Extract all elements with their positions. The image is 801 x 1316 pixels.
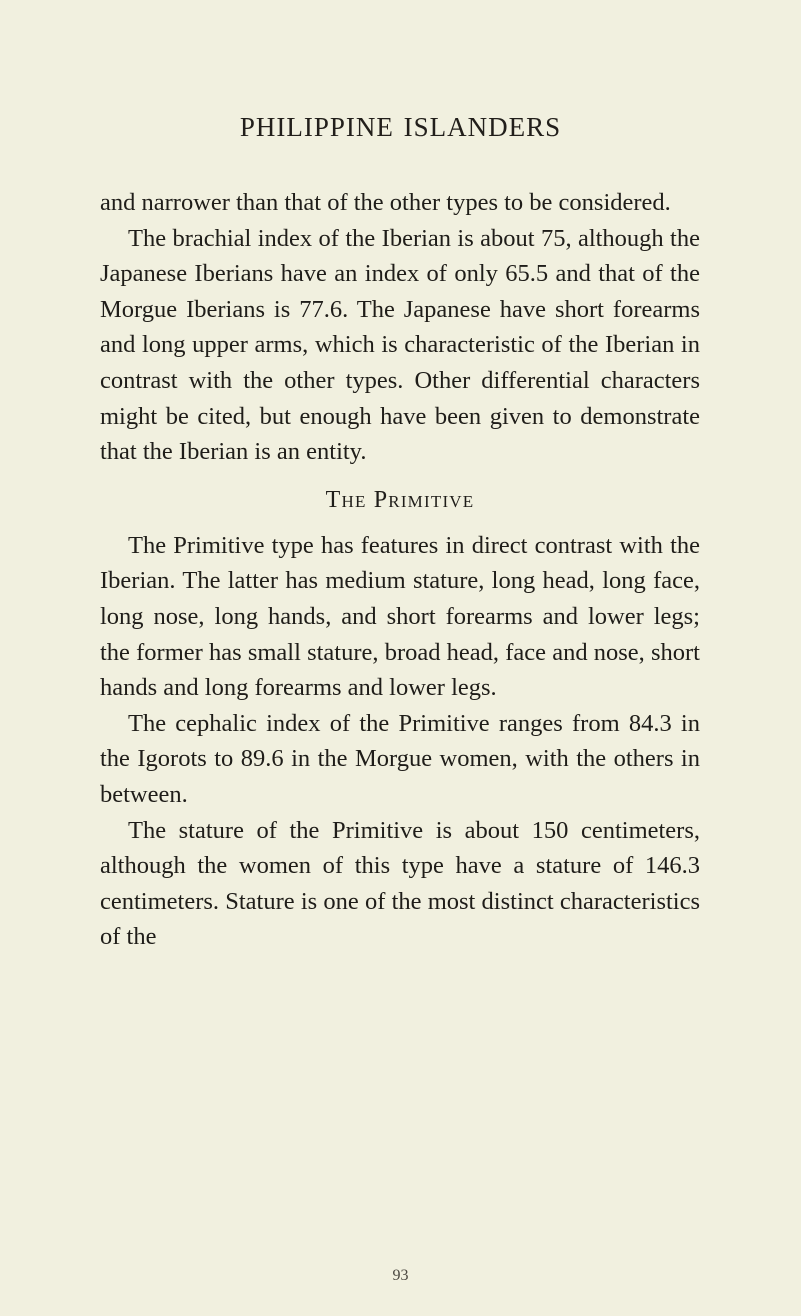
paragraph-brachial-index: The brachial index of the Iberian is about 75, although the Japanese Iberians have an index of only 65.5 and that of the Morgue Iberians is 77.6. The Japanese have short forearms and long upper arms, which is characteristic of the Iberian in contrast with the other types. Other differential characters might be cited, but enough have been given to demonstrate that the Iberian is an entity. bbox=[100, 224, 700, 466]
paragraph-cephalic-index: The cephalic index of the Primitive ranges from 84.3 in the Igorots to 89.6 in the Morgue women, with the others in between. bbox=[100, 709, 700, 808]
running-head-title: PHILIPPINE ISLANDERS bbox=[239, 112, 562, 142]
paragraph-primitive-type: The Primitive type has features in direct contrast with the Iberian. The latter has medium stature, long head, long face, long nose, long hands, and short forearms and lower legs; the former has small stature, broad head, face and nose, short hands and long forearms and lower legs. bbox=[100, 531, 700, 702]
page-number: 93 bbox=[392, 1267, 409, 1284]
page-body bbox=[100, 185, 700, 955]
paragraph-stature: The stature of the Primitive is about 150 centimeters, although the women of this type have a stature of 146.3 centimeters. Stature is one of the most distinct characteristics of the bbox=[100, 816, 700, 951]
section-heading-primitive: The Primitive bbox=[325, 486, 475, 513]
paragraph-continuation: and narrower than that of the other types to be considered. bbox=[100, 189, 671, 216]
